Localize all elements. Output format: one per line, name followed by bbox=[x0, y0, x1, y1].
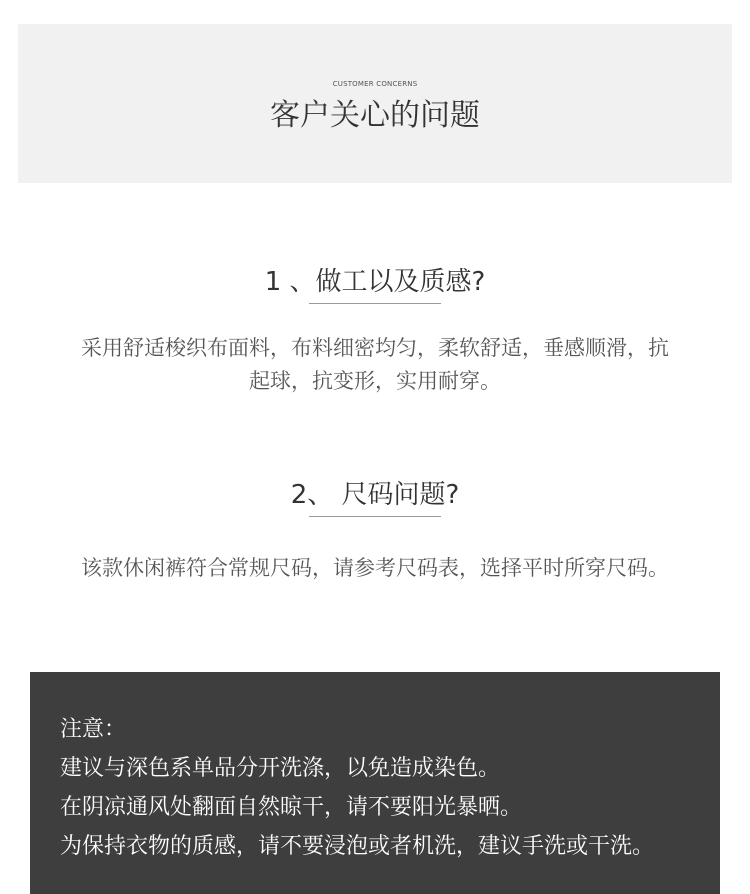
question-1-title: 1 、做工以及质感? bbox=[264, 267, 486, 297]
question-2-title: 2、 尺码问题? bbox=[290, 480, 460, 510]
care-notice-line: 建议与深色系单品分开洗涤，以免造成染色。 bbox=[60, 756, 501, 781]
question-2-answer-line: 该款休闲裤符合常规尺码，请参考尺码表，选择平时所穿尺码。 bbox=[81, 556, 669, 580]
care-notice-box bbox=[30, 672, 720, 894]
care-notice-line: 在阴凉通风处翻面自然晾干，请不要阳光暴晒。 bbox=[60, 795, 523, 820]
question-1-answer-line: 采用舒适梭织布面料，布料细密均匀，柔软舒适，垂感顺滑，抗 bbox=[81, 336, 669, 360]
care-notice-line: 为保持衣物的质感，请不要浸泡或者机洗，建议手洗或干洗。 bbox=[60, 834, 655, 859]
question-1-answer bbox=[34, 332, 716, 398]
page-title: 客户关心的问题 bbox=[270, 98, 480, 133]
question-1-answer-line: 起球，抗变形，实用耐穿。 bbox=[249, 369, 501, 393]
question-2-answer bbox=[34, 552, 716, 585]
care-notice-text bbox=[60, 710, 710, 866]
question-2-underline bbox=[309, 516, 441, 517]
header-subtitle: CUSTOMER CONCERNS bbox=[332, 80, 418, 88]
care-notice-heading: 注意： bbox=[60, 717, 127, 742]
question-1-underline bbox=[309, 303, 441, 304]
header-banner bbox=[18, 24, 732, 183]
